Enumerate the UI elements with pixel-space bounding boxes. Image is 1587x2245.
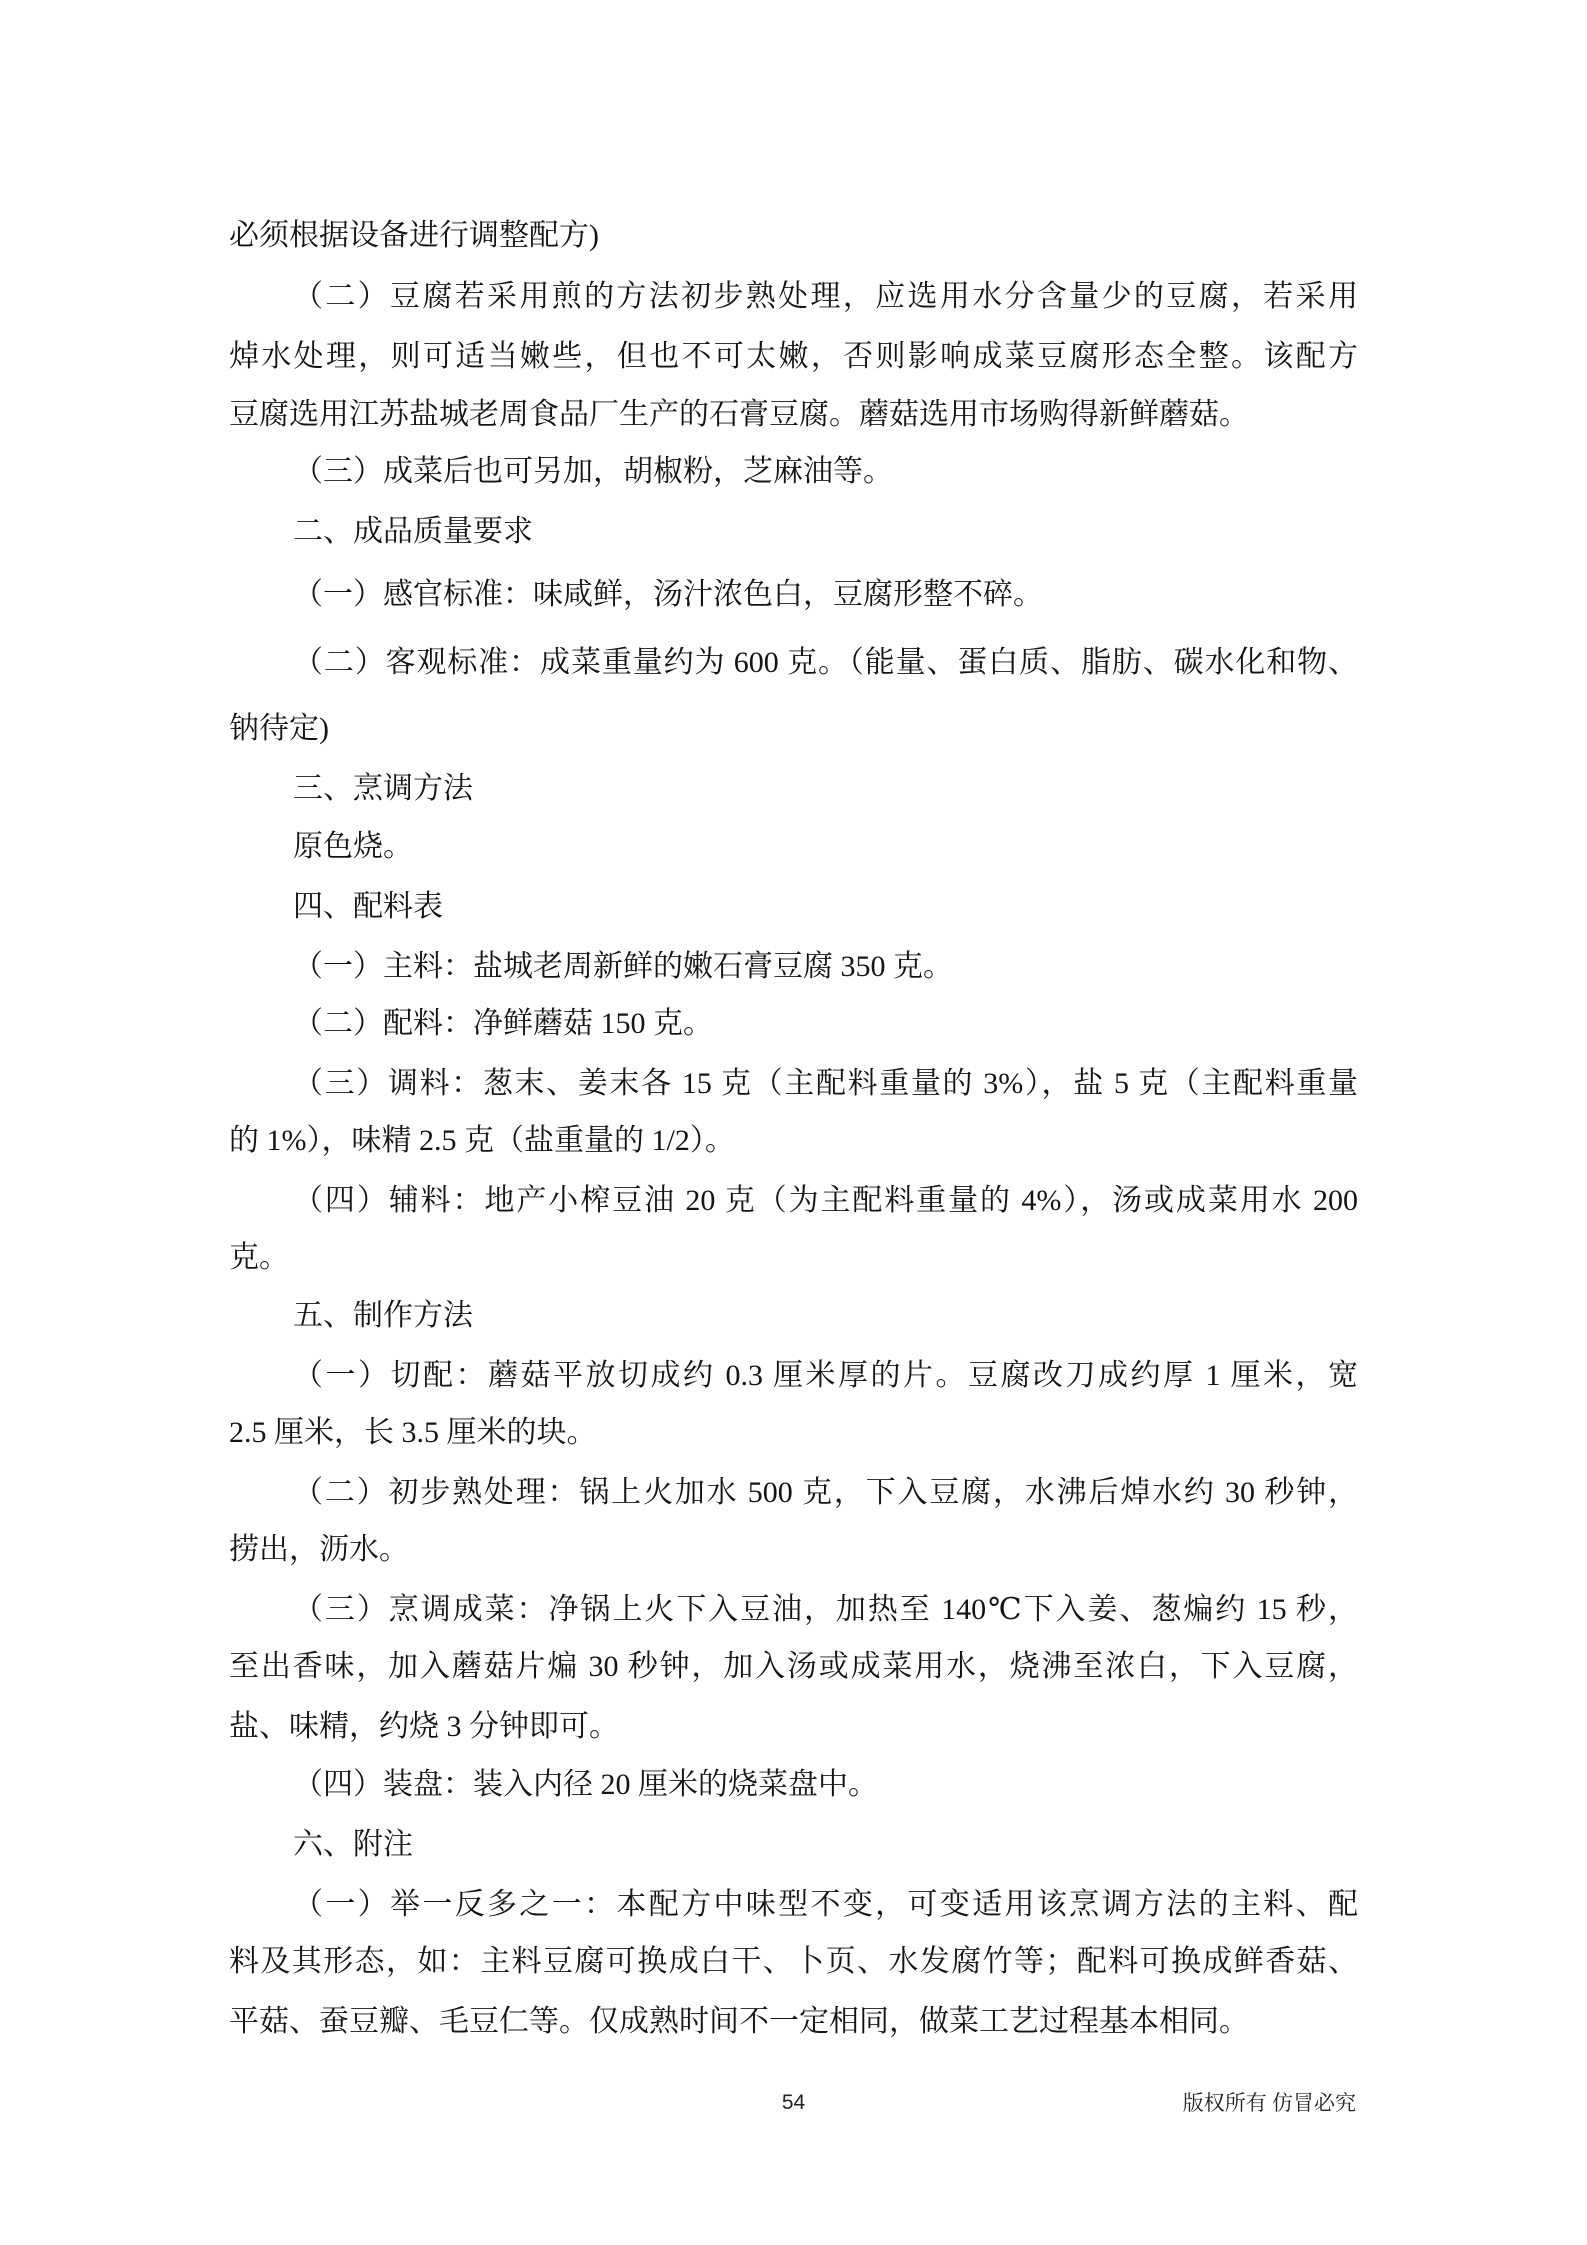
paragraph-line: 克。: [229, 1241, 289, 1274]
paragraph-line: 捞出，沥水。: [229, 1533, 409, 1566]
paragraph-line: 平菇、蚕豆瓣、毛豆仁等。仅成熟时间不一定相同，做菜工艺过程基本相同。: [229, 2005, 1249, 2038]
paragraph-line: （一）感官标准：味咸鲜，汤汁浓色白，豆腐形整不碎。: [293, 578, 1043, 611]
section-heading: 二、成品质量要求: [293, 515, 533, 548]
copyright-notice: 版权所有 仿冒必究: [1182, 2091, 1356, 2115]
paragraph-line: （一）切配：蘑菇平放切成约 0.3 厘米厚的片。豆腐改刀成约厚 1 厘米，宽: [293, 1359, 1358, 1392]
paragraph-line: 钠待定): [229, 712, 329, 745]
section-heading: 四、配料表: [293, 890, 443, 923]
paragraph-line: （一）举一反多之一：本配方中味型不变，可变适用该烹调方法的主料、配: [293, 1888, 1358, 1921]
paragraph-line: （一）主料：盐城老周新鲜的嫩石膏豆腐 350 克。: [293, 950, 953, 983]
paragraph-line: 至出香味，加入蘑菇片煸 30 秒钟，加入汤或成菜用水，烧沸至浓白，下入豆腐，: [229, 1650, 1358, 1683]
paragraph-line: （二）豆腐若采用煎的方法初步熟处理，应选用水分含量少的豆腐，若采用: [293, 280, 1358, 313]
paragraph-line: 豆腐选用江苏盐城老周食品厂生产的石膏豆腐。蘑菇选用市场购得新鲜蘑菇。: [229, 398, 1249, 431]
section-heading: 五、制作方法: [293, 1299, 473, 1332]
paragraph-line: 原色烧。: [293, 830, 413, 863]
paragraph-line: 的 1%），味精 2.5 克（盐重量的 1/2）。: [229, 1124, 735, 1157]
paragraph-line: （二）配料：净鲜蘑菇 150 克。: [293, 1007, 713, 1040]
paragraph-line: （四）辅料：地产小榨豆油 20 克（为主配料重量的 4%），汤或成菜用水 200: [293, 1184, 1358, 1217]
paragraph-line: （三）调料：葱末、姜末各 15 克（主配料重量的 3%），盐 5 克（主配料重量: [293, 1067, 1358, 1100]
paragraph-line: （三）烹调成菜：净锅上火下入豆油，加热至 140℃下入姜、葱煸约 15 秒，: [293, 1593, 1358, 1626]
section-heading: 三、烹调方法: [293, 772, 473, 805]
section-heading: 六、附注: [293, 1828, 413, 1861]
paragraph-line: 2.5 厘米，长 3.5 厘米的块。: [229, 1416, 597, 1449]
paragraph-line: 必须根据设备进行调整配方): [229, 219, 599, 252]
paragraph-line: （三）成菜后也可另加，胡椒粉，芝麻油等。: [293, 455, 893, 488]
paragraph-line: 焯水处理，则可适当嫩些，但也不可太嫩，否则影响成菜豆腐形态全整。该配方: [229, 340, 1358, 373]
page-number: 54: [781, 2091, 806, 2114]
paragraph-line: 盐、味精，约烧 3 分钟即可。: [229, 1710, 619, 1743]
paragraph-line: 料及其形态，如：主料豆腐可换成白干、卜页、水发腐竹等；配料可换成鲜香菇、: [229, 1945, 1358, 1978]
paragraph-line: （二）客观标准：成菜重量约为 600 克。（能量、蛋白质、脂肪、碳水化和物、: [293, 646, 1358, 679]
paragraph-line: （四）装盘：装入内径 20 厘米的烧菜盘中。: [293, 1768, 878, 1801]
paragraph-line: （二）初步熟处理：锅上火加水 500 克，下入豆腐，水沸后焯水约 30 秒钟，: [293, 1476, 1358, 1509]
